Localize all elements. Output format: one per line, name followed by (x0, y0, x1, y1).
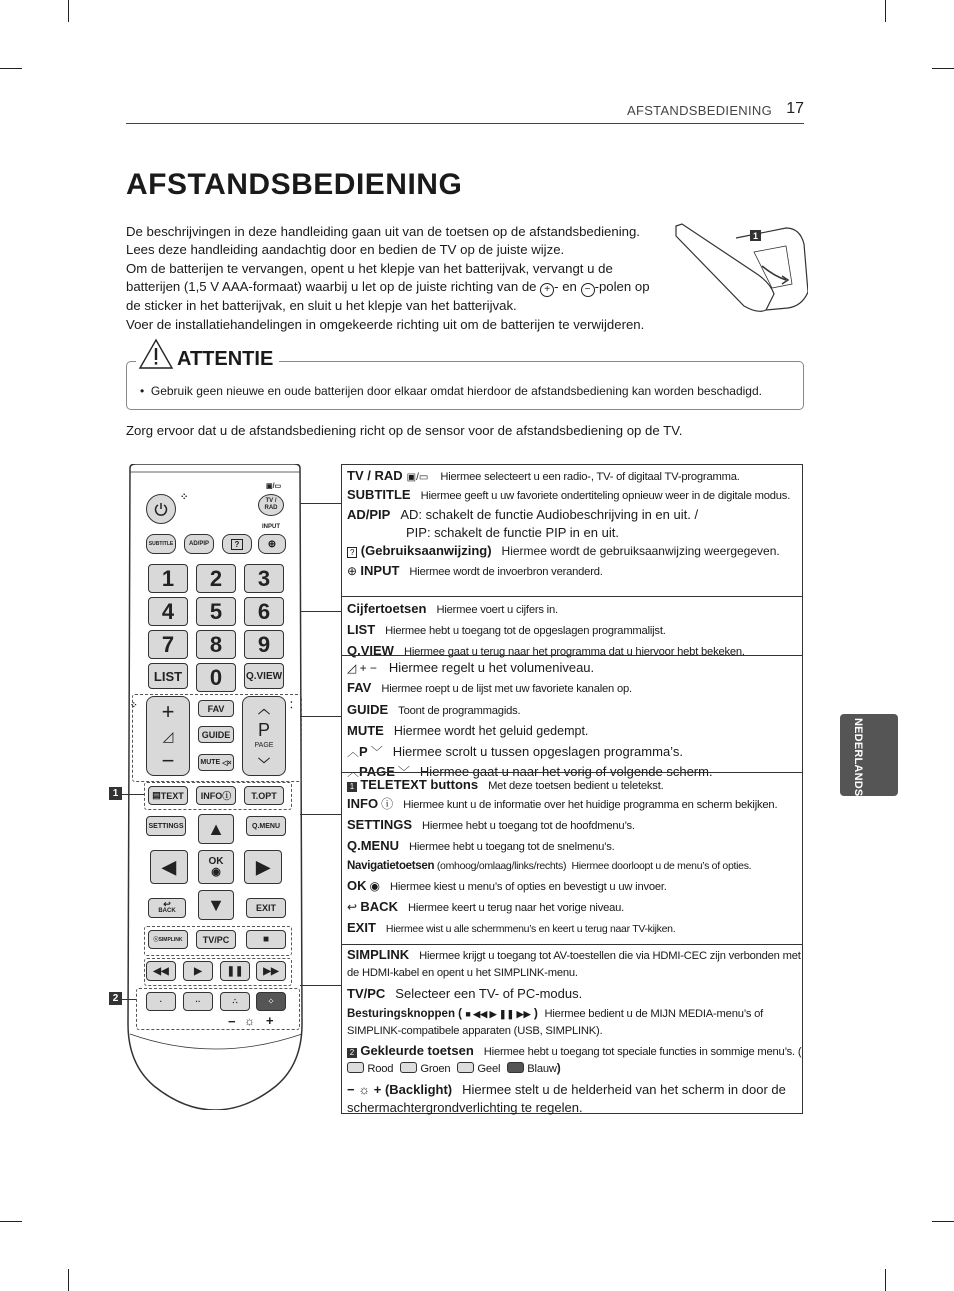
key-name: TV / RAD (347, 468, 403, 483)
dots-icon: ⁘ (130, 700, 138, 710)
key-name: BACK (360, 899, 398, 914)
input-icon: ⊕ (347, 564, 358, 578)
radio-icon: ▣/▭ (406, 472, 429, 483)
key-desc: Hiermee stelt u de helderheid van het scherm in door de schermachtergrondverlichting te regelen. (347, 1082, 786, 1115)
crop-mark (932, 68, 954, 69)
key-desc: Met deze toetsen bedient u teletekst. (488, 780, 664, 792)
color-name: Geel (477, 1063, 501, 1075)
warning-icon (138, 338, 174, 370)
key-desc: Hiermee hebt u toegang tot de snelmenu’s. (409, 841, 615, 853)
desc-section-numbers (341, 596, 803, 656)
leader-line (122, 999, 136, 1000)
minus-pole-icon: − (581, 283, 595, 297)
number-6-button[interactable]: 6 (244, 597, 284, 626)
key-desc: Hiermee hebt u toegang tot speciale functies in sommige menu’s. ( (483, 1046, 802, 1058)
leader-line (122, 794, 144, 795)
color-name: Groen (420, 1063, 451, 1075)
t-opt-button[interactable]: T.OPT (244, 786, 284, 805)
volume-up-icon: + (161, 698, 175, 724)
intro-line: Om de batterijen te vervangen, opent u het klepje van het batterijvak, vervangt u de (126, 260, 613, 276)
ad-pip-button[interactable]: AD/PIP (184, 534, 214, 554)
color-name: Rood (367, 1063, 394, 1075)
pause-button[interactable] (220, 961, 250, 981)
key-name: Besturingsknoppen ( (347, 1008, 463, 1020)
intro-text (126, 223, 671, 334)
callout-2-icon: 2 (347, 1048, 357, 1058)
key-desc: Hiermee krijgt u toegang tot AV-toestellen die via HDMI-CEC zijn verbonden met de HDMI-kabel en opent u het SIMPLINK-menu. (347, 950, 801, 979)
key-name: SIMPLINK (347, 947, 410, 962)
leader-line (300, 985, 341, 986)
key-desc: Hiermee hebt u toegang tot de opgeslagen programmalijst. (385, 625, 666, 637)
ok-icon: ◉ (369, 879, 380, 893)
key-name: FAV (347, 680, 372, 696)
key-name: (Gebruiksaanwijzing) (360, 543, 492, 558)
rewind-icon: ◀◀ (153, 965, 169, 977)
back-icon: ↩ (347, 900, 358, 914)
arrow-up-icon: ▲ (207, 818, 225, 839)
red-button[interactable] (146, 992, 176, 1011)
number-9-button[interactable]: 9 (244, 630, 284, 659)
page-header (126, 101, 804, 124)
simplink-icon: ⓢ (153, 937, 159, 943)
page-number: 17 (786, 100, 804, 117)
page-label: PAGE (254, 742, 274, 750)
backlight-plus-icon: + (266, 1013, 274, 1028)
key-name: TV/PC (347, 986, 386, 1001)
desc-section-simplink (341, 944, 803, 1114)
power-icon (154, 502, 168, 516)
red-dot-icon: · (159, 997, 163, 1006)
chevron-up-icon: ︿ (347, 765, 360, 780)
number-8-button[interactable]: 8 (196, 630, 236, 659)
ok-label: OK (208, 856, 224, 867)
help-icon: ? (347, 547, 357, 558)
key-name: MUTE (347, 723, 384, 739)
key-name: P (359, 743, 368, 759)
attention-heading (136, 338, 279, 370)
plus-pole-icon: + (540, 283, 554, 297)
input-icon: ⊕ (267, 538, 277, 550)
callout-1-icon: 1 (347, 782, 357, 792)
chevron-down-icon: ﹀ (397, 765, 410, 780)
chevron-down-icon: ﹀ (370, 744, 383, 759)
info-label: INFO (200, 790, 223, 801)
intro-fragment: -polen op (594, 279, 650, 295)
input-label: INPUT (262, 524, 280, 530)
backlight-icon: − ☼ + (347, 1082, 382, 1097)
number-4-button[interactable]: 4 (148, 597, 188, 626)
leader-line (300, 814, 341, 815)
green-button[interactable] (183, 992, 213, 1011)
simplink-label: SIMPLINK (158, 936, 183, 943)
page-title: AFSTANDSBEDIENING (126, 168, 463, 201)
key-desc: Hiermee bedient u de MIJN MEDIA-menu’s of SIMPLINK-compatibele apparaten (USB, SIMPLINK). (347, 1008, 764, 1037)
blue-dots-icon: ⁘ (267, 997, 275, 1006)
callout-1: 1 (109, 787, 122, 800)
attention-title: ATTENTIE (177, 348, 274, 370)
ok-button[interactable] (198, 850, 234, 884)
key-desc: Hiermee gaat u terug naar het programma dat u hiervoor hebt bekeken. (403, 646, 745, 658)
rewind-button[interactable] (146, 961, 176, 981)
back-button[interactable] (148, 898, 186, 918)
arrow-right-icon: ▶ (256, 856, 270, 877)
battery-cover-illustration (674, 222, 808, 316)
yellow-dots-icon: ∴ (232, 997, 238, 1006)
key-name: SETTINGS (347, 817, 413, 832)
mute-label: MUTE (200, 759, 221, 766)
leader-line (300, 503, 341, 504)
callout-2: 2 (109, 992, 122, 1005)
intro-line: De beschrijvingen in deze handleiding gaan uit van de toetsen op de afstandsbediening. (126, 224, 640, 239)
blue-chip-icon (507, 1062, 524, 1073)
desc-section-volume (341, 655, 803, 780)
play-button[interactable] (183, 961, 213, 981)
intro-fragment: batterijen (1,5 V AAA-formaat) waarbij u let op de juiste richting van de (126, 279, 541, 295)
tv-rad-button[interactable]: TV / RAD (258, 494, 284, 516)
key-desc: Hiermee geeft u uw favoriete ondertiteling opnieuw weer in de digitale modus. (420, 490, 791, 502)
leader-line (300, 716, 341, 717)
key-desc: Hiermee wordt de gebruiksaanwijzing weergegeven. (501, 544, 780, 558)
key-desc: Hiermee regelt u het volumeniveau. (388, 660, 595, 675)
battery-callout: 1 (752, 231, 759, 241)
bullet: • (140, 384, 145, 398)
desc-section-teletext-nav (341, 772, 803, 945)
attention-message: Gebruik geen nieuwe en oude batterijen door elkaar omdat hierdoor de afstandsbediening kan worden beschadigd. (150, 384, 762, 398)
header-section: AFSTANDSBEDIENING (627, 103, 772, 118)
number-0-button[interactable]: 0 (196, 663, 236, 692)
fast-forward-icon: ▶▶ (263, 965, 279, 977)
stop-icon: ■ (262, 934, 270, 945)
intro-fragment: - en (554, 279, 581, 295)
color-name: Blauw (527, 1063, 557, 1075)
key-name: OK (347, 878, 367, 893)
help-icon: ? (231, 539, 244, 550)
key-name: Q.MENU (347, 838, 399, 853)
key-desc: Hiermee wordt de invoerbron veranderd. (409, 566, 603, 578)
settings-button[interactable]: SETTINGS (146, 816, 186, 836)
number-1-button[interactable]: 1 (148, 564, 188, 593)
crop-mark (68, 0, 69, 22)
key-name: AD/PIP (347, 507, 391, 522)
q-view-button[interactable]: Q.VIEW (244, 663, 284, 689)
key-name: GUIDE (347, 701, 389, 717)
arrow-left-icon: ◀ (162, 856, 176, 877)
radio-icon: ▣/▭ (266, 483, 282, 490)
crop-mark (68, 1269, 69, 1291)
key-desc: (omhoog/omlaag/links/rechts) (436, 860, 567, 872)
intro-line (126, 278, 671, 297)
key-name: INFO (347, 796, 379, 811)
yellow-chip-icon (457, 1062, 474, 1073)
key-name: ) (533, 1006, 538, 1020)
key-desc: Hiermee voert u cijfers in. (436, 604, 558, 616)
nav-left-button[interactable] (150, 850, 188, 884)
power-button[interactable] (146, 494, 176, 524)
paren: ) (556, 1061, 561, 1075)
list-button[interactable]: LIST (148, 663, 188, 689)
green-chip-icon (400, 1062, 417, 1073)
green-dots-icon: ·· (195, 997, 201, 1006)
fav-button[interactable]: FAV (198, 700, 234, 717)
chevron-up-icon: ︿ (257, 701, 270, 716)
desc-section-power-input (341, 464, 803, 597)
ok-icon: ◉ (211, 866, 221, 878)
program-label: P (257, 719, 270, 740)
aim-note: Zorg ervoor dat u de afstandsbediening richt op de sensor voor de afstandsbediening op de TV. (126, 423, 683, 438)
intro-line: Voer de installatiehandelingen in omgekeerde richting uit om de batterijen te verwijderen. (126, 316, 645, 332)
key-desc: Hiermee roept u de lijst met uw favoriete kanalen op. (381, 683, 632, 696)
key-desc: Toont de programmagids. (398, 704, 521, 717)
key-desc: Hiermee selecteert u een radio-, TV- of digitaal TV-programma. (440, 471, 740, 483)
language-tab-label: NEDERLANDS (852, 718, 864, 797)
number-7-button[interactable]: 7 (148, 630, 188, 659)
key-name: LIST (347, 622, 376, 637)
mute-button[interactable] (198, 754, 234, 771)
key-name: Navigatietoetsen (347, 860, 435, 872)
number-3-button[interactable]: 3 (244, 564, 284, 593)
volume-rocker[interactable] (146, 696, 190, 776)
crop-mark (885, 0, 886, 22)
intro-line: Lees deze handleiding aandachtig door en bedien de TV op de juiste wijze. (126, 242, 565, 258)
nav-down-button[interactable] (198, 890, 234, 920)
crop-mark (0, 1221, 22, 1222)
text-label: TEXT (160, 790, 184, 801)
q-menu-button[interactable]: Q.MENU (246, 816, 286, 836)
key-name: INPUT (360, 563, 400, 578)
volume-icon: ◿ + − (347, 661, 377, 675)
control-icons: ■ ◀◀ ▶ ❚❚ ▶▶ (465, 1009, 531, 1019)
guide-button[interactable]: GUIDE (198, 726, 234, 743)
yellow-button[interactable] (220, 992, 250, 1011)
back-label: BACK (158, 908, 176, 914)
crop-mark (932, 1221, 954, 1222)
program-page-rocker[interactable] (242, 696, 286, 776)
key-desc: Hiermee kunt u de informatie over het huidige programma en scherm bekijken. (403, 799, 778, 811)
key-name: Gekleurde toetsen (360, 1043, 474, 1058)
key-desc: Hiermee wordt het geluid gedempt. (393, 724, 589, 739)
key-desc: Hiermee kiest u menu’s of opties en bevestigt u uw invoer. (389, 881, 667, 893)
attention-text (140, 384, 762, 398)
key-desc: Hiermee doorloopt u de menu’s of opties. (571, 860, 752, 872)
nav-up-button[interactable] (198, 814, 234, 844)
key-desc: Hiermee wist u alle schermmenu’s en keert u terug naar TV-kijken. (385, 923, 676, 935)
key-desc: Hiermee gaat u naar het vorig of volgende scherm. (419, 764, 713, 780)
chevron-up-icon: ︿ (347, 744, 360, 759)
key-desc: Hiermee scrolt u tussen opgeslagen programma’s. (392, 743, 683, 759)
subtitle-button[interactable]: SUBTITLE (146, 534, 176, 554)
chevron-down-icon: ﹀ (257, 757, 270, 772)
play-icon: ▶ (194, 965, 202, 977)
key-desc: AD: schakelt de functie Audiobeschrijving in en uit. / (400, 507, 699, 522)
language-tab (840, 714, 898, 796)
remote-control-illustration (126, 464, 304, 1110)
nav-right-button[interactable] (244, 850, 282, 884)
dots-icon: ⁚ (290, 700, 293, 710)
pause-icon: ❚❚ (226, 965, 244, 977)
key-name: (Backlight) (384, 1082, 453, 1097)
key-name: EXIT (347, 920, 376, 935)
key-desc: Selecteer een TV- of PC-modus. (395, 986, 583, 1001)
key-desc: Hiermee keert u terug naar het vorige niveau. (407, 902, 625, 914)
key-name: Q.VIEW (347, 643, 394, 658)
arrow-down-icon: ▼ (207, 894, 225, 915)
red-chip-icon (347, 1062, 364, 1073)
number-2-button[interactable]: 2 (196, 564, 236, 593)
key-name: PAGE (359, 764, 395, 780)
key-name: SUBTITLE (347, 487, 411, 502)
number-5-button[interactable]: 5 (196, 597, 236, 626)
info-icon: ⓘ (222, 791, 232, 801)
fast-forward-button[interactable] (256, 961, 286, 981)
backlight-minus-icon: − (228, 1014, 236, 1029)
blue-button[interactable] (256, 992, 286, 1011)
key-name: Cijfertoetsen (347, 601, 427, 616)
key-name: TELETEXT buttons (360, 777, 479, 792)
back-icon: ↩ (163, 899, 171, 909)
key-desc: Hiermee hebt u toegang tot de hoofdmenu’s. (422, 820, 635, 832)
exit-button[interactable]: EXIT (246, 898, 286, 918)
text-icon: ▤ (152, 790, 161, 800)
tv-pc-button[interactable]: TV/PC (196, 930, 236, 949)
stop-button[interactable] (246, 930, 286, 949)
leader-line (300, 611, 341, 612)
crop-mark (0, 68, 22, 69)
crop-mark (885, 1269, 886, 1291)
simplink-button[interactable] (148, 930, 188, 949)
text-button[interactable] (148, 786, 188, 805)
mute-icon: ◁× (222, 759, 232, 767)
input-button[interactable] (258, 534, 286, 554)
volume-icon: ◿ (162, 727, 174, 744)
info-button[interactable] (196, 786, 236, 805)
dots-icon: ⁘ (180, 492, 189, 503)
key-desc: PIP: schakelt de functie PIP in en uit. (406, 525, 619, 540)
info-icon: ⓘ (381, 797, 394, 811)
backlight-icon: ☼ (244, 1014, 255, 1028)
help-button[interactable] (222, 534, 252, 554)
volume-down-icon: − (161, 747, 175, 773)
intro-line: de sticker in het batterijvak, en sluit u het klepje van het batterijvak. (126, 298, 517, 314)
